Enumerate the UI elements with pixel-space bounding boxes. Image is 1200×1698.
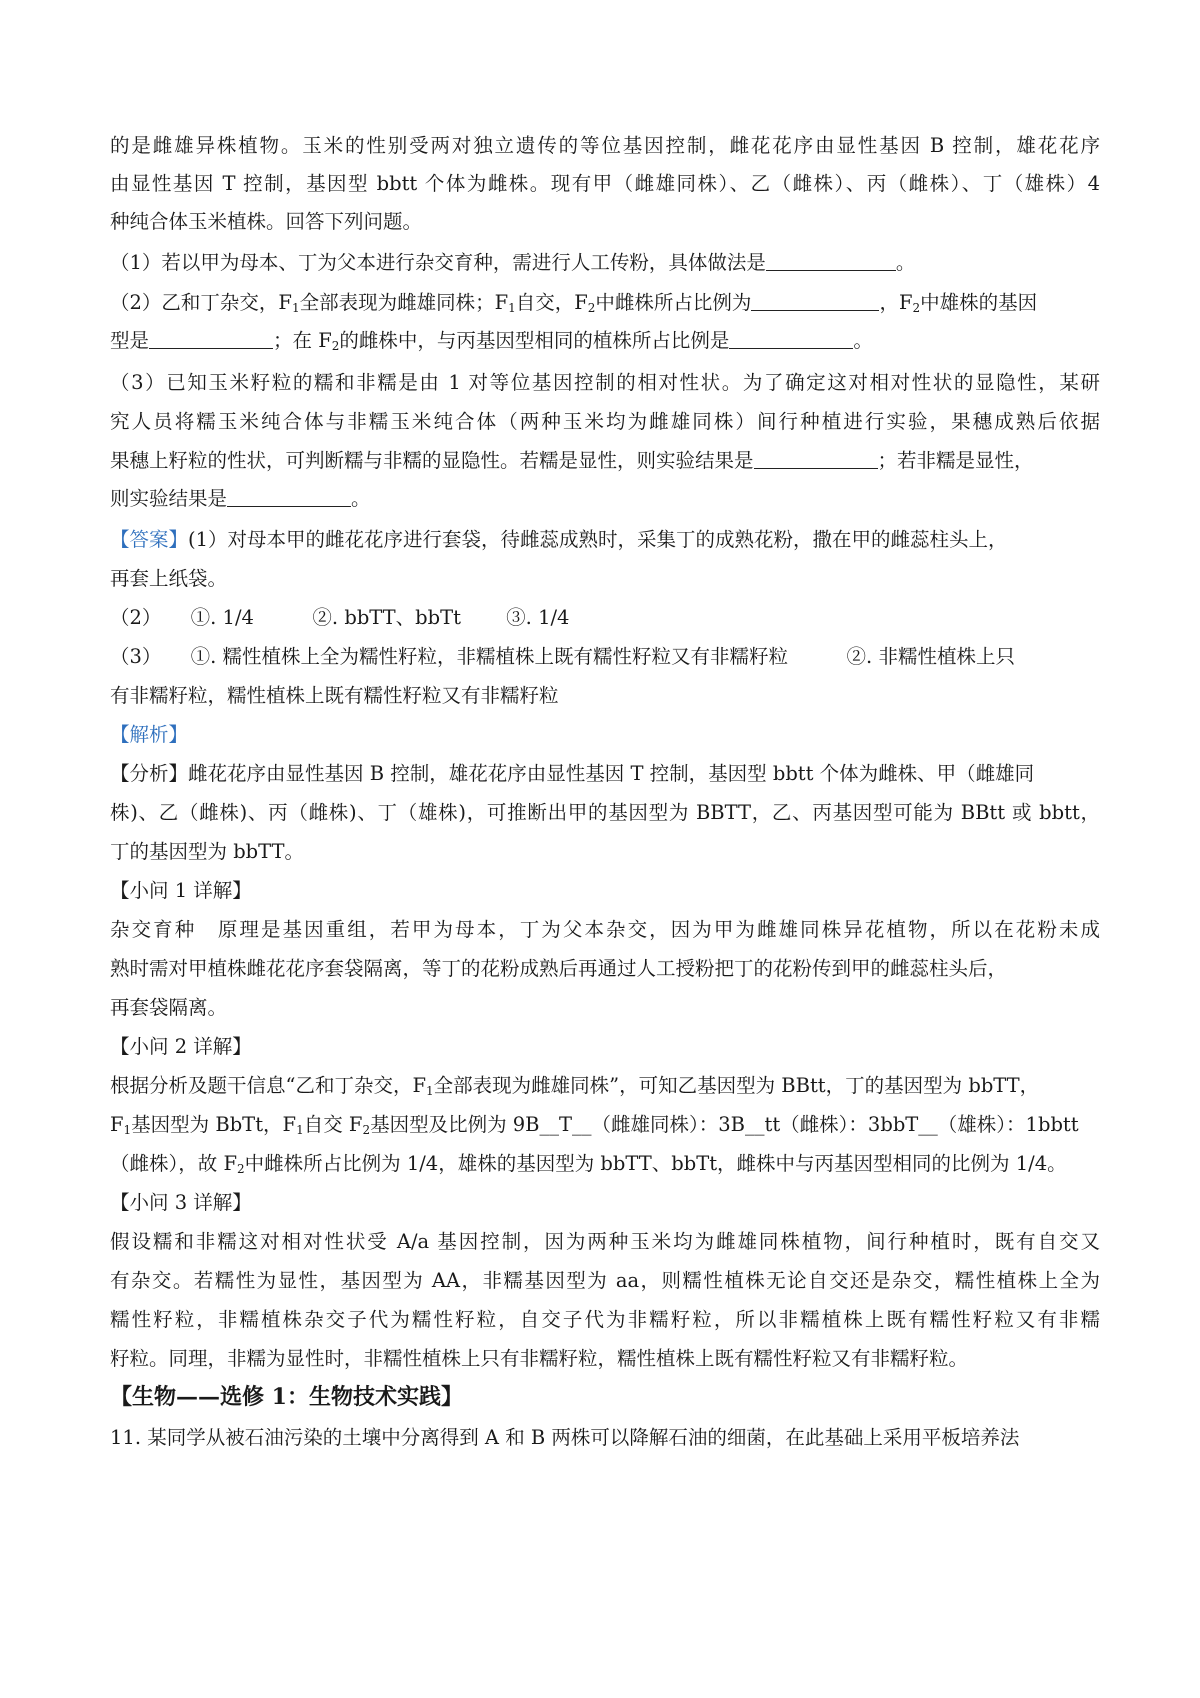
analysis-line: 糯性籽粒，非糯植株杂交子代为糯性籽粒，自交子代为非糯籽粒，所以非糯植株上既有糯性籽粒又有非糯 [110,1308,1100,1331]
question-11-line: 11. 某同学从被石油污染的土壤中分离得到 A 和 B 两株可以降解石油的细菌，在此基础上采用平板培养法 [110,1426,1020,1449]
question-intro-line: 的是雌雄异株植物。玉米的性别受两对独立遗传的等位基因控制，雌花花序由显性基因 B 控制，雄花花序 [110,134,1100,157]
answer-line: 再套上纸袋。 [110,567,228,590]
text-run: 根据分析及题干信息“乙和丁杂交，F [110,1074,426,1097]
subquestion-3-line: 究人员将糯玉米纯合体与非糯玉米纯合体（两种玉米均为雌雄同株）间行种植进行实验，果穗成熟后依据 [110,410,1100,433]
subscript: 1 [508,301,516,315]
text-run: ；若非糯是显性， [877,449,1034,472]
answer-blank [729,330,853,349]
text-run: 中雄株的基因 [920,291,1038,314]
subquestion-3-line: （3）已知玉米籽粒的糯和非糯是由 1 对等位基因控制的相对性状。为了确定这对相对性状的显隐性，某研 [110,371,1100,394]
subscript: 1 [123,1123,132,1137]
answer-text: (1）对母本甲的雌花花序进行套袋，待雌蕊成熟时，采集丁的成熟花粉，撒在甲的雌蕊柱头上， [188,528,1008,551]
text-run: 自交，F [515,291,588,314]
punct: 。 [895,251,916,274]
text-run: （雌株），故 F [110,1152,237,1175]
text-run: 全部表现为雌雄同株”，可知乙基因型为 BBtt，丁的基因型为 bbTT， [433,1074,1040,1097]
text-run: （2）乙和丁杂交，F [110,291,292,314]
analysis-line: 熟时需对甲植株雌花花序套袋隔离，等丁的花粉成熟后再通过人工授粉把丁的花粉传到甲的雌蕊柱头后， [110,957,1008,980]
detail-3-tag: 【小问 3 详解】 [110,1191,252,1214]
answer-line: （3） ①. 糯性植株上全为糯性籽粒，非糯植株上既有糯性籽粒又有非糯籽粒 ②. 非糯性植株上只 [110,645,1015,668]
analysis-line [110,1151,1100,1182]
text-run: 中雌株所占比例为 1/4，雄株的基因型为 bbTT、bbTt，雌株中与丙基因型相同的比例为 1/4。 [244,1152,1067,1175]
answer-blank [766,252,896,271]
answer-blank [754,450,878,469]
answer-line [110,527,1100,553]
subscript: 1 [296,1123,304,1137]
answer-line: （2） ①. 1/4 ②. bbTT、bbTt ③. 1/4 [110,606,570,629]
subquestion-2-cont [110,328,1100,359]
subscript: 2 [331,339,340,353]
analysis-tag: 【解析】 [110,723,189,746]
section-heading: 【生物——选修 1：生物技术实践】 [110,1384,463,1410]
subquestion-3-line [110,486,1100,512]
text-run: 雌花花序由显性基因 B 控制，雄花花序由显性基因 T 控制，基因型 bbtt 个体为雌株、甲（雌雄同 [188,762,1035,785]
subscript: 2 [362,1123,371,1137]
subscript: 1 [426,1084,434,1098]
subquestion-1 [110,250,1100,276]
analysis-line [110,761,1100,787]
punct: 。 [351,487,371,510]
text-run: 中雌株所占比例为 [595,291,752,314]
answer-blank [751,292,879,311]
subscript: 2 [912,301,921,315]
question-intro-line: 种纯合体玉米植株。回答下列问题。 [110,210,423,233]
text-run: 则实验结果是 [110,487,228,510]
analysis-line [110,1073,1100,1104]
detail-2-tag: 【小问 2 详解】 [110,1035,252,1058]
answer-line: 有非糯籽粒，糯性植株上既有糯性籽粒又有非糯籽粒 [110,684,559,707]
subscript: 2 [587,301,596,315]
text-run: 基因型为 BbTt，F [131,1113,297,1136]
answer-blank [149,330,273,349]
punct: 。 [853,329,873,352]
fenxi-tag: 【分析】 [110,762,189,785]
answer-blank [227,488,351,507]
text-run: 果穗上籽粒的性状，可判断糯与非糯的显隐性。若糯是显性，则实验结果是 [110,449,754,472]
text-run: 全部表现为雌雄同株；F [299,291,509,314]
text-run: 型是 [110,329,150,352]
analysis-line: 再套袋隔离。 [110,996,228,1019]
text-run: 自交 F [303,1113,363,1136]
subquestion-3-line [110,448,1100,474]
analysis-line: 丁的基因型为 bbTT。 [110,840,305,863]
analysis-line: 杂交育种 原理是基因重组，若甲为母本，丁为父本杂交，因为甲为雌雄同株异花植物，所以在花粉未成 [110,918,1100,941]
detail-1-tag: 【小问 1 详解】 [110,879,252,902]
subscript: 2 [236,1162,245,1176]
question-intro-line: 由显性基因 T 控制，基因型 bbtt 个体为雌株。现有甲（雌雄同株）、乙（雌株）、丙（雌株）、丁（雄株）4 [110,172,1100,195]
analysis-line: 假设糯和非糯这对相对性状受 A/a 基因控制，因为两种玉米均为雌雄同株植物，间行种植时，既有自交又 [110,1230,1100,1253]
subquestion-1-text: （1）若以甲为母本、丁为父本进行杂交育种，需进行人工传粉，具体做法是 [110,251,766,274]
text-run: F [110,1113,124,1136]
text-run: ；在 F [273,329,332,352]
text-run: ，F [879,291,913,314]
text-run: 基因型及比例为 9B__T__（雌雄同株）：3B__tt（雌株）：3bbT__（雄株）：1bbtt [370,1113,1079,1136]
subquestion-2 [110,290,1100,321]
analysis-line: 籽粒。同理，非糯为显性时，非糯性植株上只有非糯籽粒，糯性植株上既有糯性籽粒又有非糯籽粒。 [110,1347,969,1370]
analysis-line: 株)、乙（雌株)、丙（雌株)、丁（雄株)，可推断出甲的基因型为 BBTT，乙、丙基因型可能为 BBtt 或 bbtt， [110,801,1100,824]
subscript: 1 [291,301,300,315]
analysis-line: 有杂交。若糯性为显性，基因型为 AA，非糯基因型为 aa，则糯性植株无论自交还是杂交，糯性植株上全为 [110,1269,1100,1292]
answer-tag: 【答案】 [110,528,189,551]
text-run: 的雌株中，与丙基因型相同的植株所占比例是 [339,329,730,352]
analysis-line [110,1112,1100,1143]
